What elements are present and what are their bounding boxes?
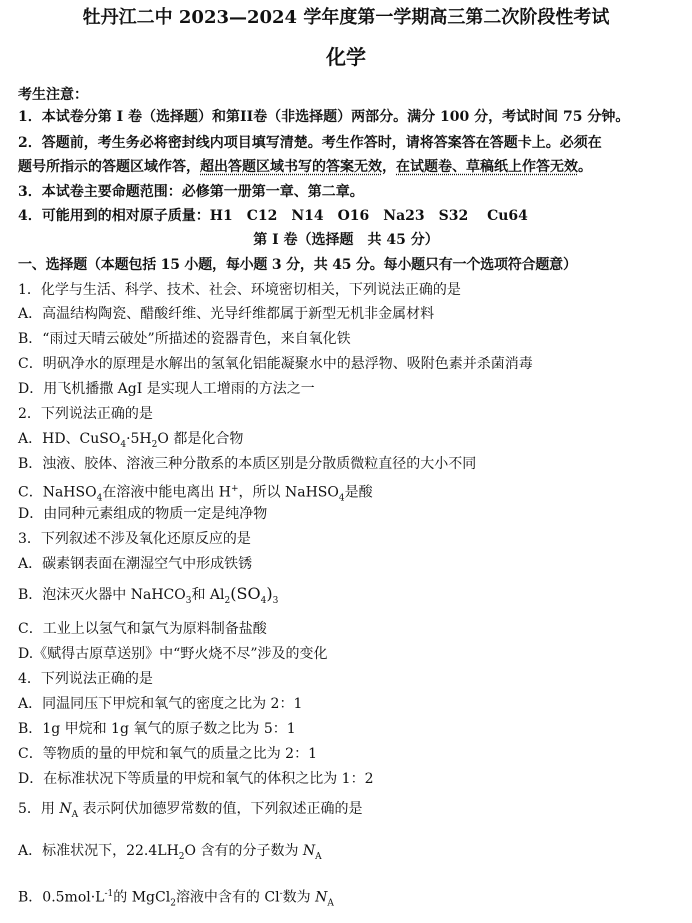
q5-b-na: N (315, 889, 328, 906)
q2-c-text-1: C．NaHSO (18, 484, 97, 501)
q3-b-sub-2: 2 (224, 595, 231, 606)
q4-option-c: C．等物质的量的甲烷和氧气的质量之比为 2：1 (18, 746, 317, 762)
notice-item-2-part-e: 。 (578, 159, 592, 175)
q1-option-c: C．明矾净水的原理是水解出的氢氧化铝能凝聚水中的悬浮物、吸附色素并杀菌消毒 (18, 356, 533, 372)
q2-c-text-2: 在溶液中能电离出 H (102, 484, 231, 501)
q2-option-c (18, 480, 373, 507)
q2-c-sup: + (231, 484, 239, 494)
q2-a-sub-1: 4 (120, 439, 127, 450)
q3-option-d: D.《赋得古原草送别》中“野火烧不尽”涉及的变化 (18, 646, 328, 662)
q3-b-sub-1: 3 (185, 595, 192, 606)
notice-item-1: 1．本试卷分第 I 卷（选择题）和第II卷（非选择题）两部分。满分 100 分，考试时间 75 分钟。 (18, 109, 630, 125)
section-heading: 一、选择题（本题包括 15 小题，每小题 3 分，共 45 分。每小题只有一个选项符合题意） (18, 257, 577, 273)
q3-stem: 3．下列叙述不涉及氧化还原反应的是 (18, 531, 251, 547)
q5-a-text-2: O 含有的分子数为 (184, 843, 303, 859)
q2-c-sub-1: 4 (96, 493, 103, 504)
q5-b-sup-1: -1 (104, 889, 114, 899)
q5-stem-text-2: 表示阿伏加德罗常数的值，下列叙述正确的是 (78, 801, 363, 817)
notice-item-3: 3．本试卷主要命题范围：必修第一册第一章、第二章。 (18, 184, 364, 200)
q3-option-a: A．碳素钢表面在潮湿空气中形成铁锈 (18, 556, 253, 572)
q5-stem-na-sub: A (71, 809, 79, 820)
notice-item-2-line-2 (18, 158, 592, 176)
q2-a-text-3: O 都是化合物 (157, 431, 244, 447)
q5-b-sub-1: 2 (170, 898, 176, 909)
q5-option-b (18, 885, 334, 912)
q5-a-text-1: A．标准状况下，22.4LH (18, 843, 179, 859)
q5-stem-text-1: 5．用 (18, 801, 60, 817)
q3-b-sub-3: 4 (260, 595, 267, 606)
q2-a-text-1: A．HD、CuSO (18, 431, 121, 447)
q2-a-sub-2: 2 (151, 439, 158, 450)
q3-option-b (18, 585, 278, 610)
subject-title: 化学 (326, 45, 366, 69)
q4-stem: 4．下列说法正确的是 (18, 671, 153, 687)
q3-b-text-4: ) (266, 584, 273, 603)
q2-option-a (18, 430, 243, 454)
q5-a-na: N (302, 843, 316, 859)
q5-a-sub-1: 2 (178, 851, 185, 862)
q1-option-d: D．用飞机播撒 AgI 是实现人工增雨的方法之一 (18, 381, 315, 397)
notice-item-2-part-c: ， (382, 159, 396, 175)
q1-stem: 1．化学与生活、科学、技术、社会、环境密切相关，下列说法正确的是 (18, 282, 461, 298)
notice-item-2-line-1: 2．答题前，考生务必将密封线内项目填写清楚。考生作答时，请将答案答在答题卡上。必须在 (18, 135, 602, 151)
q2-c-text-3: ，所以 NaHSO (238, 484, 339, 501)
q2-c-text-4: 是酸 (344, 484, 373, 501)
notice-heading: 考生注意： (18, 87, 88, 103)
q5-b-na-sub: A (327, 898, 334, 909)
q3-option-c: C．工业上以氢气和氯气为原料制备盐酸 (18, 621, 267, 637)
notice-item-2-part-a: 题号所指示的答题区域作答， (18, 159, 200, 175)
exam-title: 牡丹江二中 2023—2024 学年度第一学期高三第二次阶段性考试 (82, 7, 610, 28)
q5-stem (18, 800, 363, 824)
q2-c-sub-2: 4 (338, 493, 345, 504)
q1-option-b: B．“雨过天晴云破处”所描述的瓷器青色，来自氧化铁 (18, 331, 351, 347)
part-1-heading: 第 I 卷（选择题 共 45 分） (253, 232, 439, 248)
q5-option-a (18, 842, 322, 866)
q5-b-sup-2: - (279, 889, 283, 899)
notice-item-4: 4．可能用到的相对原子质量：H1 C12 N14 O16 Na23 S32 Cu64 (18, 208, 528, 224)
q4-option-a: A．同温同压下甲烷和氧气的密度之比为 2：1 (18, 696, 303, 712)
q5-b-text-3: 溶液中含有的 Cl (175, 889, 280, 906)
q2-option-d: D．由同种元素组成的物质一定是纯净物 (18, 506, 268, 522)
q5-a-na-sub: A (315, 851, 322, 862)
q5-b-text-1: B．0.5mol·L (18, 889, 105, 906)
q2-option-b: B．浊液、胶体、溶液三种分散系的本质区别是分散质微粒直径的大小不同 (18, 456, 477, 472)
q3-b-text-2: 和 Al (191, 587, 225, 603)
q4-option-d: D．在标准状况下等质量的甲烷和氧气的体积之比为 1：2 (18, 771, 374, 787)
q5-stem-na: N (59, 801, 72, 817)
q3-b-sub-4: 3 (272, 595, 279, 606)
notice-item-2-emphasis-1: 超出答题区域书写的答案无效 (200, 159, 382, 175)
q5-b-text-2: 的 MgCl (113, 889, 171, 906)
q2-a-text-2: ·5H (126, 431, 152, 447)
notice-item-2-emphasis-2: 在试题卷、草稿纸上作答无效 (396, 159, 578, 175)
q3-b-text-3: (SO (230, 584, 261, 603)
q2-stem: 2．下列说法正确的是 (18, 406, 153, 422)
q5-b-text-4: 数为 (282, 889, 316, 906)
q1-option-a: A．高温结构陶瓷、醋酸纤维、光导纤维都属于新型无机非金属材料 (18, 306, 435, 322)
q3-b-text-1: B．泡沫灭火器中 NaHCO (18, 587, 186, 603)
q4-option-b: B．1g 甲烷和 1g 氧气的原子数之比为 5：1 (18, 721, 296, 737)
